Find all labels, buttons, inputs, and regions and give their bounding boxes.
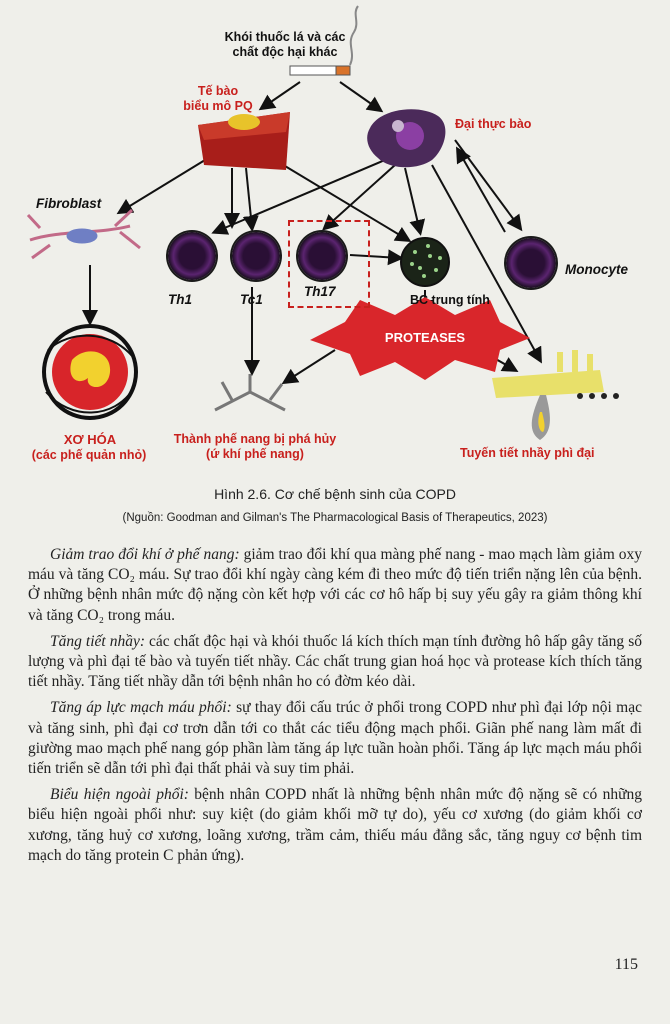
paragraph-heading: Biểu hiện ngoài phổi: [50,786,189,804]
neutrophil-label: BC trung tính [410,293,490,307]
fibrosis-sub-label: (các phế quản nhỏ) [31,448,147,462]
paragraph-mucus [28,632,642,693]
macrophage-label: Đại thực bào [455,117,532,131]
epithelium-label: Tế bào biểu mô PQ [183,84,253,113]
fibroblast-label: Fibroblast [36,196,102,211]
fibroblast-icon [28,210,140,258]
th1-label: Th1 [168,292,193,307]
paragraph-text: bệnh nhân COPD nhất là những bệnh nhân mức độ nặng sẽ có những biểu hiện ngoài phổi như: suy kiệt (do giảm khối mỡ tự do), yếu cơ xương (do giảm khối cơ xương, tăng huỷ cơ xương, loãng xương, trầm cảm, thiếu máu đẳng sắc, tăng nguy cơ bệnh tim mạch do tăng protein C phản ứng). [28,786,642,864]
alveoli-icon [215,374,285,410]
monocyte-icon [506,238,556,288]
paragraph-text: các chất độc hại và khói thuốc lá kích thích mạn tính đường hô hấp gây tăng số lượng và phì đại tế bào và tuyến tiết nhầy. Các chất trung gian hoá học và protease kích thích tăng tiết nhầy. Tăng tiết nhầy dẫn tới bệnh nhân ho có đờm kéo dài. [28,632,642,691]
epithelium-cell-icon [198,112,290,170]
paragraph-pulmonary-pressure [28,698,642,779]
paragraph-extrapulmonary [28,785,642,866]
neutrophil-icon [401,238,449,286]
th17-label: Th17 [304,284,336,299]
macrophage-icon [367,109,445,167]
tc1-label: Tc1 [240,292,263,307]
fibrosis-label: XƠ HÓA [63,432,117,447]
paragraph-text: giảm trao đổi khí qua màng phế nang - mao mạch làm giảm oxy máu và tăng CO₂ máu. Sự trao đổi khí ngày càng kém đi theo mức độ tiến triển nặng lên của bệnh. Ở những bệnh nhân mức độ nặng còn kết hợp với các cơ hô hấp bị suy yếu gây ra giảm thông khí và tăng CO₂ trong máu. [28,546,642,624]
paragraph-text: sự thay đổi cấu trúc ở phổi trong COPD như phì đại lớp nội mạc và tăng sinh, phì đại cơ trơn dẫn tới co thắt các tiểu động mạch phổi. Giãn phế nang làm mất đi giường mao mạch phế nang góp phần làm tăng áp lực tuần hoàn phổi. Tăng áp lực mạch máu phổi tiến triển sẽ dẫn tới phì đại thất phải và suy tim phải. [28,699,642,778]
monocyte-label: Monocyte [565,262,629,277]
th1-cell-icon [168,232,216,280]
paragraph-gas-exchange [28,545,642,626]
figure-source: (Nguồn: Goodman and Gilman's The Pharmacological Basis of Therapeutics, 2023) [122,512,548,524]
figure-caption: Hình 2.6. Cơ chế bệnh sinh của COPD [214,486,456,502]
paragraph-heading: Tăng tiết nhầy: [50,632,145,650]
mucus-gland-label: Tuyến tiết nhầy phì đại [460,446,595,460]
body-text [28,545,642,872]
proteases-label: PROTEASES [384,330,466,345]
page-number: 115 [614,956,638,973]
alveoli-label: Thành phế nang bị phá hủy (ứ khí phế nang) [173,432,337,461]
paragraph-heading: Giảm trao đổi khí ở phế nang: [50,546,240,563]
copd-pathogenesis-diagram [0,0,670,480]
smoke-label: Khói thuốc lá và các chất độc hại khác [224,30,346,59]
paragraph-heading: Tăng áp lực mạch máu phổi: [50,699,232,717]
tc1-cell-icon [232,232,280,280]
mucus-gland-icon [492,350,619,440]
fibrosis-icon [44,326,136,418]
